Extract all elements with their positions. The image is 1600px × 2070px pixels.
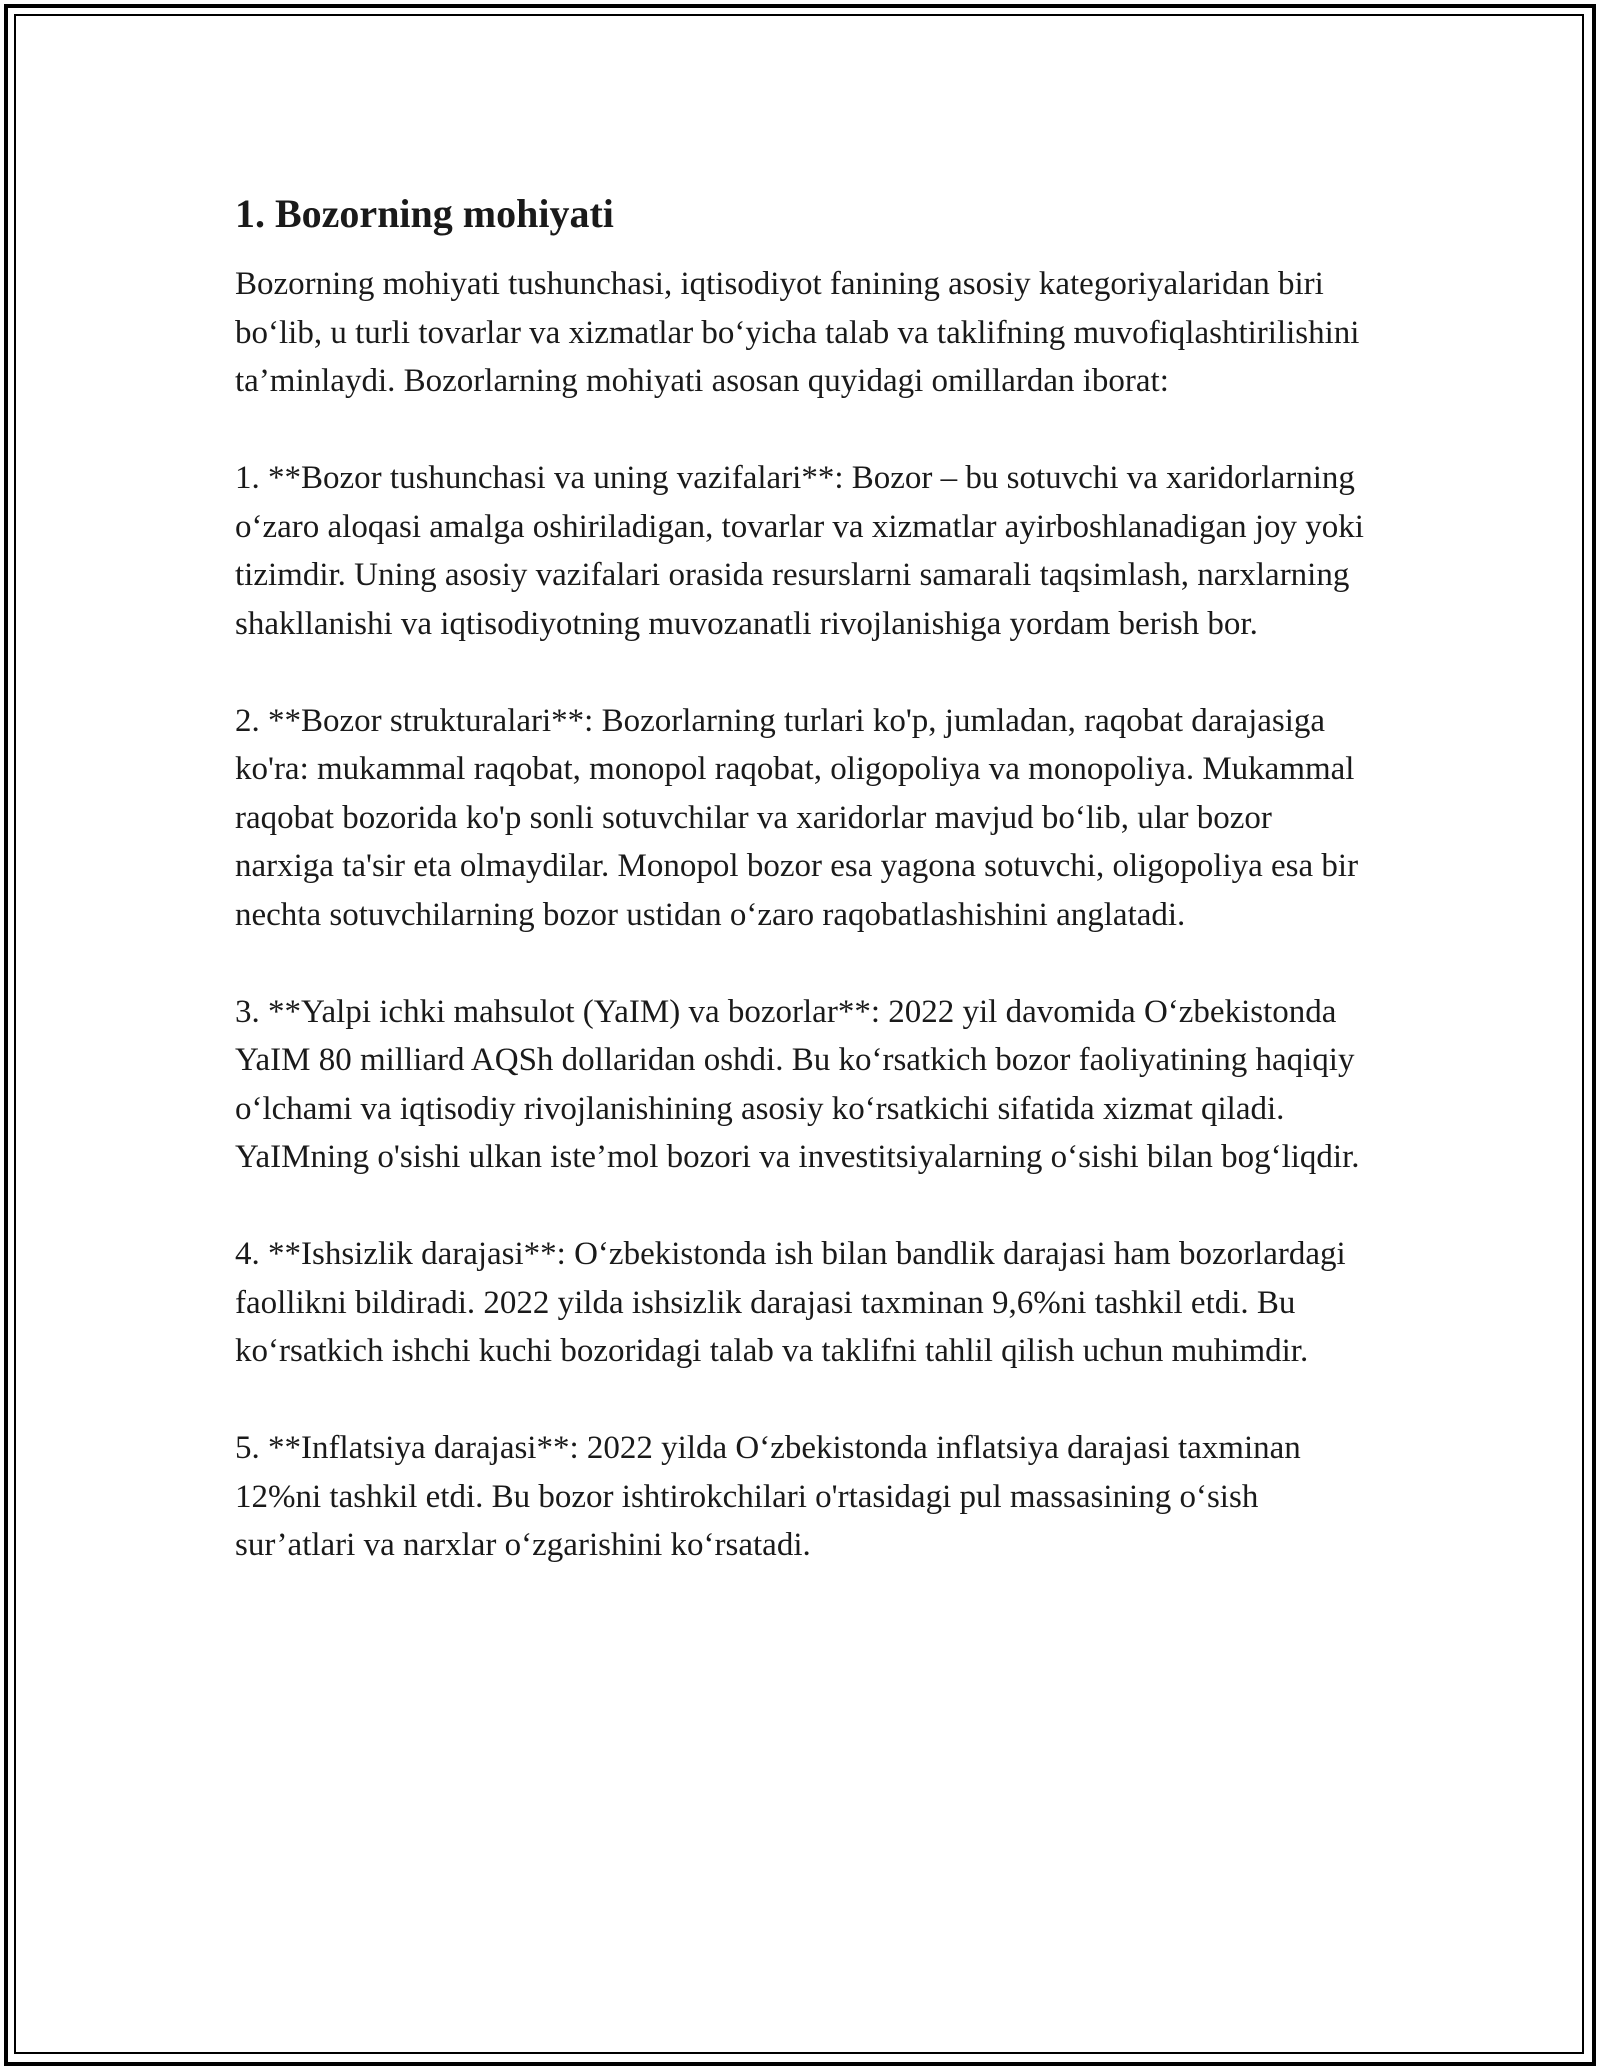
paragraph-gdp: 3. **Yalpi ichki mahsulot (YaIM) va bozorlar**: 2022 yil davomida O‘zbekistonda YaIM 80 milliard AQSh dollaridan oshdi. Bu ko‘rsatkich bozor faoliyatining haqiqiy o‘lchami va iqtisodiy rivojlanishining asosiy ko‘rsatkichi sifatida xizmat qiladi. YaIMning o'sishi ulkan iste’mol bozori va investitsiyalarning o‘sishi bilan bog‘liqdir. <box>235 993 1360 1175</box>
paragraph-unemployment: 4. **Ishsizlik darajasi**: O‘zbekistonda ish bilan bandlik darajasi ham bozorlardagi faollikni bildiradi. 2022 yilda ishsizlik darajasi taxminan 9,6%ni tashkil etdi. Bu ko‘rsatkich ishchi kuchi bozoridagi talab va taklifni tahlil qilish uchun muhimdir. <box>235 1236 1346 1369</box>
paragraph-market-structures: 2. **Bozor strukturalari**: Bozorlarning turlari ko'p, jumladan, raqobat darajasiga ko'ra: mukammal raqobat, monopol raqobat, oligopoliya va monopoliya. Mukammal raqobat bozorida ko'p sonli sotuvchilar va xaridorlar mavjud bo‘lib, ular bozor narxiga ta'sir eta olmaydilar. Monopol bozor esa yagona sotuvchi, oligopoliya esa bir nechta sotuvchilarning bozor ustidan o‘zaro raqobatlashishini anglatadi. <box>235 702 1359 933</box>
paragraph-market-concept: 1. **Bozor tushunchasi va uning vazifalari**: Bozor – bu sotuvchi va xaridorlarning o‘zaro aloqasi amalga oshiriladigan, tovarlar va xizmatlar ayirboshlanadigan joy yoki tizimdir. Uning asosiy vazifalari orasida resurslarni samarali taqsimlash, narxlarning shakllanishi va iqtisodiyotning muvozanatli rivojlanishiga yordam berish bor. <box>235 460 1364 642</box>
paragraph-inflation: 5. **Inflatsiya darajasi**: 2022 yilda O‘zbekistonda inflatsiya darajasi taxminan 12%ni tashkil etdi. Bu bozor ishtirokchilari o'rtasidagi pul massasining o‘sish sur’atlari va narxlar o‘zgarishini ko‘rsatadi. <box>235 1430 1301 1563</box>
section-heading: 1. Bozorning mohiyati <box>235 191 614 236</box>
intro-paragraph: Bozorning mohiyati tushunchasi, iqtisodiyot fanining asosiy kategoriyalaridan biri bo‘lib, u turli tovarlar va xizmatlar bo‘yicha talab va taklifning muvofiqlashtirilishini ta’minlaydi. Bozorlarning mohiyati asosan quyidagi omillardan iborat: <box>235 266 1360 399</box>
document-body <box>235 186 1365 1618</box>
